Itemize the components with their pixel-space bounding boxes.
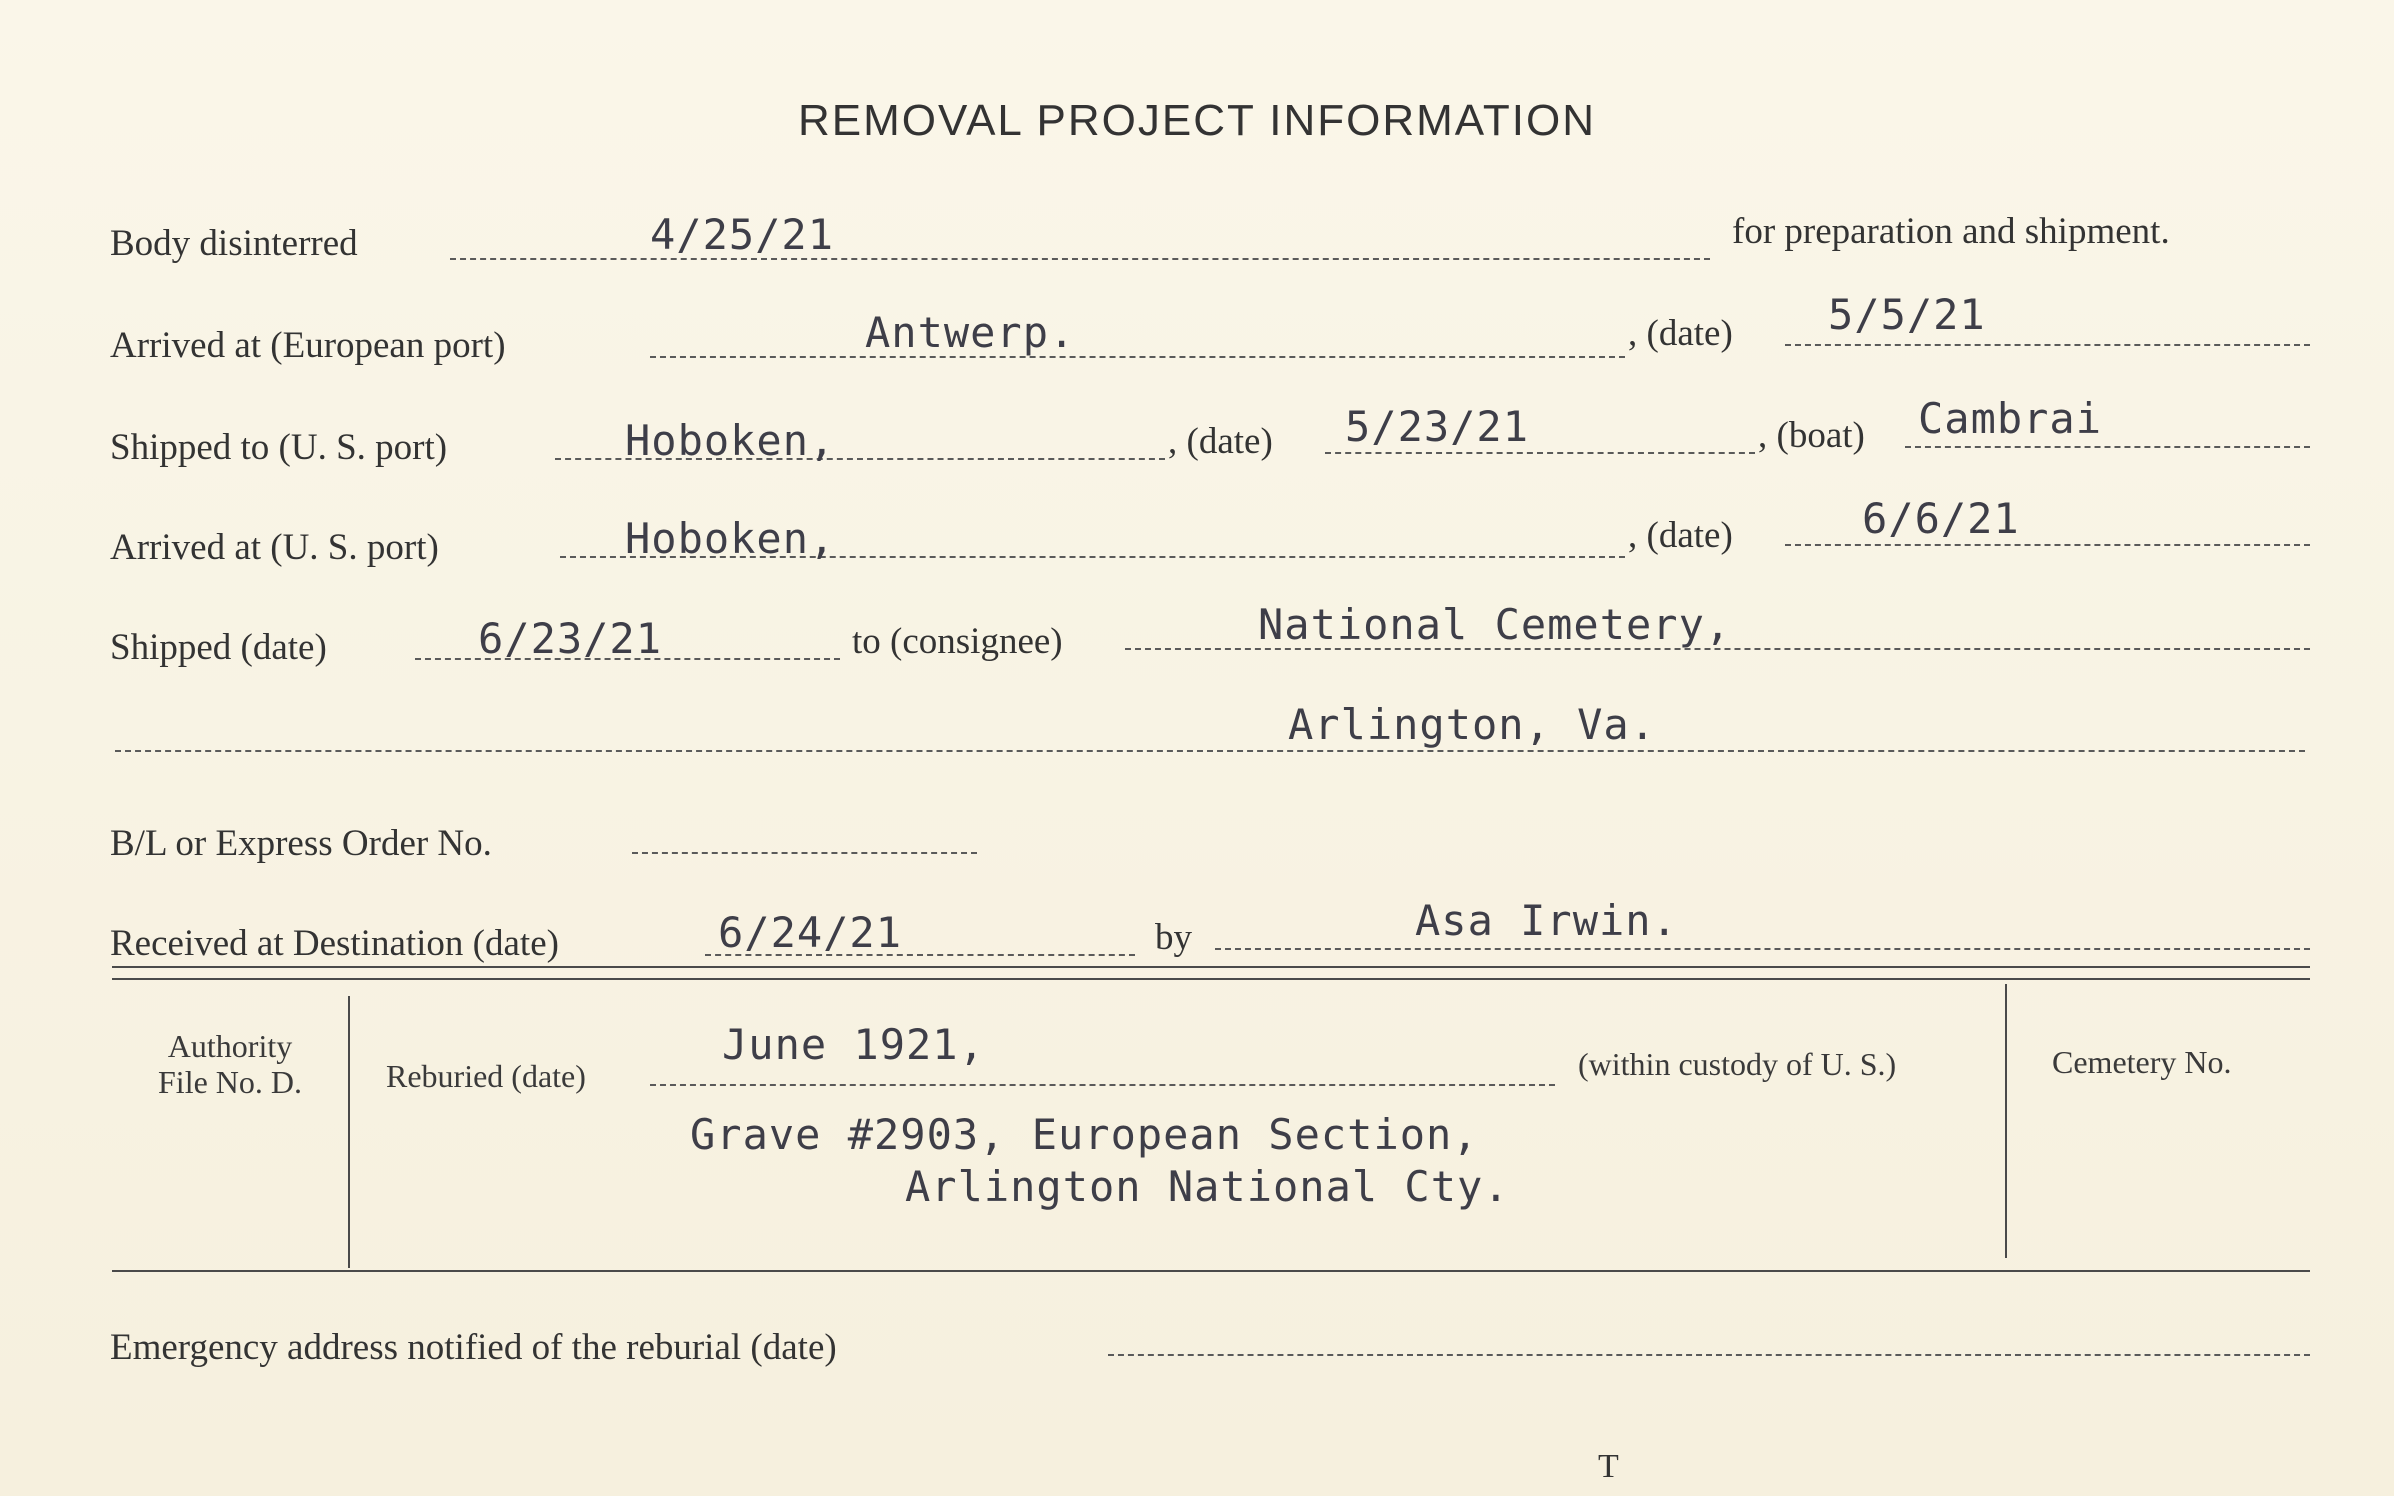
received-by-label: by <box>1155 917 1192 958</box>
disinterred-line <box>450 258 1710 260</box>
shipped-us-port: Hoboken, <box>625 416 836 465</box>
consignee-line-2 <box>115 750 2305 752</box>
custody-label: (within custody of U. S.) <box>1578 1046 1897 1082</box>
grave-location-line-2: Arlington National Cty. <box>905 1162 1510 1211</box>
arrived-eu-line <box>650 356 1625 358</box>
shipped-label: Shipped (date) <box>110 627 327 668</box>
box-bottom-rule <box>112 1270 2310 1272</box>
card-title: REMOVAL PROJECT INFORMATION <box>798 96 1596 145</box>
reburied-line <box>650 1084 1555 1086</box>
arrived-eu-date: 5/5/21 <box>1828 290 1986 339</box>
consignee-label: to (consignee) <box>852 621 1063 662</box>
arrived-us-date: 6/6/21 <box>1862 494 2020 543</box>
box-divider-left <box>348 996 350 1268</box>
received-by-line <box>1215 948 2310 950</box>
consignee-location: Arlington, Va. <box>1288 700 1657 749</box>
shipped-date: 6/23/21 <box>478 614 663 663</box>
shipped-us-boat: Cambrai <box>1918 394 2103 443</box>
received-date: 6/24/21 <box>718 908 903 957</box>
footer-mark: T <box>1598 1448 1619 1485</box>
arrived-us-label: Arrived at (U. S. port) <box>110 527 439 568</box>
consignee-name: National Cemetery, <box>1258 600 1732 649</box>
emergency-label: Emergency address notified of the reburial (date) <box>110 1327 837 1368</box>
received-label: Received at Destination (date) <box>110 923 559 964</box>
bl-line <box>632 852 977 854</box>
arrived-eu-date-label: , (date) <box>1628 313 1733 354</box>
arrived-eu-label: Arrived at (European port) <box>110 325 506 366</box>
disinterred-label: Body disinterred <box>110 223 358 264</box>
bl-label: B/L or Express Order No. <box>110 823 492 864</box>
arrived-us-date-label: , (date) <box>1628 515 1733 556</box>
box-divider-right <box>2005 984 2007 1258</box>
authority-label <box>125 1028 335 1100</box>
shipped-us-date-line <box>1325 452 1755 454</box>
box-top-rule-1 <box>112 966 2310 968</box>
reburied-date: June 1921, <box>722 1020 985 1069</box>
disinterred-suffix: for preparation and shipment. <box>1732 211 2170 252</box>
box-top-rule-2 <box>112 978 2310 980</box>
received-by: Asa Irwin. <box>1415 896 1678 945</box>
shipped-us-date: 5/23/21 <box>1345 402 1530 451</box>
shipped-us-boat-label: , (boat) <box>1758 415 1865 456</box>
authority-label-line-1: Authority <box>167 1028 293 1064</box>
arrived-eu-date-line <box>1785 344 2310 346</box>
authority-label-line-2: File No. D. <box>158 1064 302 1100</box>
arrived-us-port: Hoboken, <box>625 514 836 563</box>
reburied-label: Reburied (date) <box>386 1058 586 1094</box>
arrived-eu-port: Antwerp. <box>865 308 1076 357</box>
cemetery-no-label: Cemetery No. <box>2052 1044 2232 1080</box>
arrived-us-date-line <box>1785 544 2310 546</box>
emergency-line <box>1108 1354 2310 1356</box>
shipped-us-label: Shipped to (U. S. port) <box>110 427 448 468</box>
disinterred-value: 4/25/21 <box>650 210 835 259</box>
grave-location-line-1: Grave #2903, European Section, <box>690 1110 1479 1159</box>
shipped-us-date-label: , (date) <box>1168 421 1273 462</box>
shipped-us-boat-line <box>1905 446 2310 448</box>
